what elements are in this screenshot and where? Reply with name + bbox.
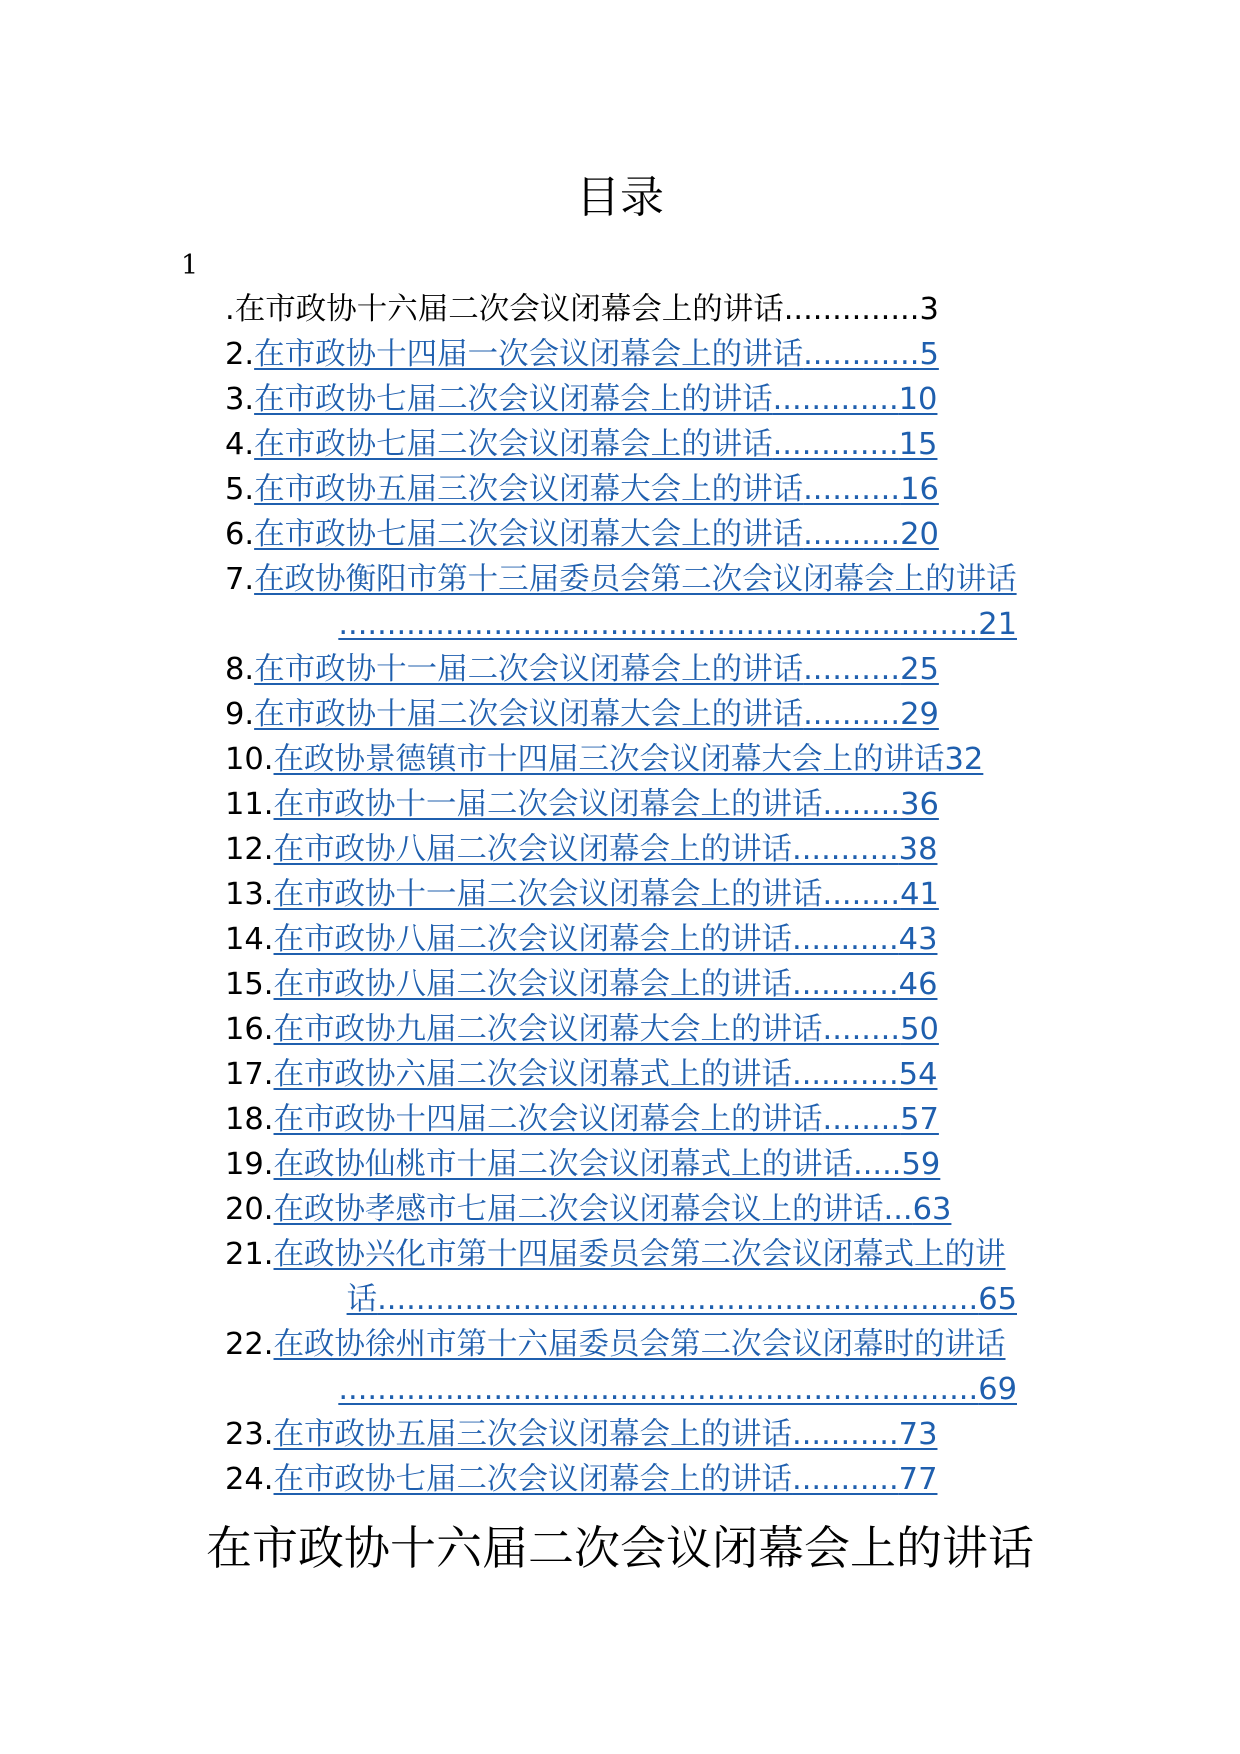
toc-entry-link[interactable]: [274, 832, 938, 867]
toc-entry-leader-dots: ...........: [792, 967, 899, 1002]
toc-entry-page-number: 16: [900, 472, 939, 507]
toc-entry-leader-dots: ..........: [803, 652, 901, 687]
toc-entry-title: 在政协衡阳市第十三届委员会第二次会议闭幕会上的讲话: [254, 562, 1017, 597]
toc-entry: [160, 1142, 1086, 1187]
toc-entry-page-number: 15: [898, 427, 938, 462]
toc-entry-number: 22.: [225, 1327, 274, 1362]
toc-entry-link[interactable]: [274, 1012, 939, 1047]
toc-entry-title: 在政协孝感市七届二次会议闭幕会议上的讲话: [273, 1192, 884, 1227]
toc-entry-page-number: 46: [898, 967, 938, 1002]
toc-entry-link-continuation[interactable]: [160, 1367, 1017, 1412]
toc-entry-title: 在市政协十六届二次会议闭幕会上的讲话: [234, 292, 784, 327]
toc-entry-page-number: 3: [919, 292, 939, 327]
toc-entry-link[interactable]: [274, 1462, 938, 1497]
toc-entry: [160, 1232, 1086, 1322]
toc-entry-title: 在市政协九届二次会议闭幕大会上的讲话: [273, 1012, 823, 1047]
toc-entry-page-number: 5: [919, 337, 939, 372]
toc-entry-link[interactable]: [274, 742, 984, 777]
toc-entry-link[interactable]: [254, 472, 939, 507]
toc-entry-leader-dots: ............: [803, 337, 920, 372]
toc-entry-page-number: 41: [900, 877, 939, 912]
toc-entry: [160, 422, 1086, 467]
toc-entry-number: 23.: [225, 1417, 274, 1452]
toc-entry-page-number: 10: [898, 382, 938, 417]
toc-entry: [160, 557, 1086, 647]
toc-entry-link[interactable]: [274, 1327, 1006, 1362]
toc-entry: [160, 332, 1086, 377]
toc-entry-leader-dots: ..........: [803, 517, 901, 552]
toc-entry-page-number: 63: [912, 1192, 952, 1227]
toc-entry: [160, 647, 1086, 692]
toc-entry-number: 18.: [225, 1102, 274, 1137]
toc-entry-page-number: 57: [900, 1102, 939, 1137]
toc-entry: [160, 827, 1086, 872]
toc-entry-leader-dots: ..................................................................: [338, 1372, 979, 1407]
toc-entry-leader-dots: ...: [883, 1192, 913, 1227]
toc-entry-leader-dots: ..............: [783, 292, 920, 327]
toc-entry: [160, 1457, 1086, 1502]
toc-entry-number: 20.: [225, 1192, 274, 1227]
toc-entry-number: 14.: [225, 922, 274, 957]
toc-entry-number: 21.: [225, 1237, 274, 1272]
toc-entry-page-number: 69: [978, 1372, 1017, 1407]
toc-entry: [160, 1412, 1086, 1457]
toc-entry-link[interactable]: [274, 877, 939, 912]
section-heading: 在市政协十六届二次会议闭幕会上的讲话: [206, 1521, 1034, 1575]
toc-entry: [160, 377, 1086, 422]
toc-entry-link-continuation[interactable]: [160, 602, 1017, 647]
toc-entry-number: 13.: [225, 877, 274, 912]
toc-entry-number: 15.: [225, 967, 274, 1002]
toc-entry-number: 6.: [225, 517, 255, 552]
toc-entry-number: 9.: [225, 697, 255, 732]
toc-entry-link[interactable]: [274, 1417, 938, 1452]
toc-entry-page-number: 29: [900, 697, 939, 732]
toc-entry-page-number: 38: [898, 832, 938, 867]
toc-entry-link-continuation[interactable]: [160, 1277, 1017, 1322]
toc-entry-leader-dots: ..............................................................: [377, 1282, 979, 1317]
toc-entry-leader-dots: ........: [822, 1102, 901, 1137]
toc-entry-page-number: 25: [900, 652, 939, 687]
toc-entry: [160, 872, 1086, 917]
toc-entry-number: 12.: [225, 832, 274, 867]
toc-entry-leader-dots: ..........: [803, 697, 901, 732]
toc-entry-link[interactable]: [274, 922, 938, 957]
toc-entry-title: 在市政协十四届二次会议闭幕会上的讲话: [273, 1102, 823, 1137]
toc-entry-leader-dots: ..........: [803, 472, 901, 507]
toc-entry: [160, 287, 1086, 332]
toc-entry-number: 17.: [225, 1057, 274, 1092]
toc-entry-leader-dots: ........: [822, 787, 901, 822]
toc-entry: [160, 692, 1086, 737]
toc-entry-link[interactable]: [274, 1147, 941, 1182]
toc-entry-leader-dots: ...........: [792, 1057, 899, 1092]
toc-entry-title: 在政协景德镇市十四届三次会议闭幕大会上的讲话: [273, 742, 945, 777]
toc-entry-link[interactable]: [254, 517, 939, 552]
toc-entry-title: 在市政协五届三次会议闭幕会上的讲话: [273, 1417, 793, 1452]
toc-entry-title: 在市政协七届二次会议闭幕会上的讲话: [254, 427, 773, 462]
toc-entry-number: 24.: [225, 1462, 274, 1497]
toc-entry: [160, 737, 1086, 782]
toc-entry: [160, 1007, 1086, 1052]
toc-entry-title: 在市政协十一届二次会议闭幕会上的讲话: [273, 787, 823, 822]
toc-entry-number: 3.: [225, 382, 255, 417]
toc-entry-page-number: 50: [900, 1012, 939, 1047]
toc-entry-title: 在市政协五届三次会议闭幕大会上的讲话: [254, 472, 804, 507]
toc-entry-title: 在市政协七届二次会议闭幕会上的讲话: [273, 1462, 793, 1497]
toc-entry-title: 在市政协八届二次会议闭幕会上的讲话: [273, 922, 793, 957]
toc-entry-title: 在市政协十一届二次会议闭幕会上的讲话: [254, 652, 804, 687]
toc-entry-leader-dots: ...........: [792, 922, 899, 957]
toc-entry: [160, 1052, 1086, 1097]
toc-entry: [160, 512, 1086, 557]
toc-entry-link[interactable]: [254, 697, 939, 732]
toc-entry-title: 在市政协八届二次会议闭幕会上的讲话: [273, 967, 793, 1002]
toc-entry-page-number: 20: [900, 517, 939, 552]
toc-entry-page-number: 73: [898, 1417, 938, 1452]
toc-entry-page-number: 32: [944, 742, 984, 777]
toc-title: 目录: [576, 172, 664, 223]
toc-entry-leader-dots: ...........: [792, 1462, 899, 1497]
toc-entry-link[interactable]: [254, 562, 1017, 597]
toc-entry-page-number: 77: [898, 1462, 938, 1497]
toc-entry-title: 在市政协十一届二次会议闭幕会上的讲话: [273, 877, 823, 912]
toc-entry-title: 在政协兴化市第十四届委员会第二次会议闭幕式上的讲: [273, 1237, 1006, 1272]
table-of-contents: [160, 287, 1086, 1502]
toc-entry-title: 在市政协七届二次会议闭幕会上的讲话: [254, 382, 773, 417]
toc-entry-leader-dots: ........: [822, 877, 901, 912]
toc-entry-title: 在市政协六届二次会议闭幕式上的讲话: [273, 1057, 793, 1092]
toc-entry-link[interactable]: [254, 652, 939, 687]
toc-entry-number: 7.: [225, 562, 255, 597]
toc-entry-leader-dots: ...........: [792, 1417, 899, 1452]
toc-entry-title: 在政协徐州市第十六届委员会第二次会议闭幕时的讲话: [273, 1327, 1006, 1362]
toc-entry-leader-dots: .....: [853, 1147, 902, 1182]
toc-entry-link[interactable]: [274, 787, 939, 822]
toc-entry-link[interactable]: [254, 427, 937, 462]
toc-entry-title: 在市政协十四届一次会议闭幕会上的讲话: [254, 337, 804, 372]
toc-entry-link[interactable]: [274, 1237, 1006, 1272]
toc-entry-link[interactable]: [235, 292, 939, 327]
toc-entry: [160, 917, 1086, 962]
toc-entry-title: 在政协仙桃市十届二次会议闭幕式上的讲话: [273, 1147, 854, 1182]
toc-entry-number: 10.: [225, 742, 274, 777]
toc-entry-page-number: 65: [978, 1282, 1017, 1317]
toc-entry-page-number: 54: [898, 1057, 938, 1092]
toc-entry-title: 在市政协十届二次会议闭幕大会上的讲话: [254, 697, 804, 732]
toc-entry-link[interactable]: [274, 1192, 952, 1227]
toc-entry-link[interactable]: [274, 1057, 938, 1092]
toc-entry-page-number: 59: [901, 1147, 941, 1182]
toc-entry-page-number: 43: [898, 922, 938, 957]
toc-entry-number: 16.: [225, 1012, 274, 1047]
toc-entry-number: 19.: [225, 1147, 274, 1182]
toc-entry: [160, 1187, 1086, 1232]
toc-entry-title-continuation: 话: [346, 1282, 378, 1317]
stray-page-number: 1: [181, 250, 199, 281]
toc-entry: [160, 1322, 1086, 1412]
toc-entry-page-number: 21: [978, 607, 1017, 642]
toc-entry-leader-dots: ..................................................................: [338, 607, 979, 642]
toc-entry-number: 8.: [225, 652, 255, 687]
toc-entry-number: 11.: [225, 787, 274, 822]
toc-entry-link[interactable]: [254, 337, 939, 372]
toc-entry-leader-dots: ...........: [792, 832, 899, 867]
toc-entry-number: 4.: [225, 427, 255, 462]
toc-entry-title: 在市政协七届二次会议闭幕大会上的讲话: [254, 517, 804, 552]
toc-entry-title: 在市政协八届二次会议闭幕会上的讲话: [273, 832, 793, 867]
toc-entry: [160, 467, 1086, 512]
toc-entry: [160, 782, 1086, 827]
toc-entry-link[interactable]: [254, 382, 937, 417]
toc-entry-number: .: [225, 292, 235, 327]
toc-entry-number: 2.: [225, 337, 255, 372]
toc-entry-leader-dots: ........: [822, 1012, 901, 1047]
toc-entry-number: 5.: [225, 472, 255, 507]
toc-entry: [160, 1097, 1086, 1142]
toc-entry-link[interactable]: [274, 1102, 939, 1137]
toc-entry: [160, 962, 1086, 1007]
toc-entry-leader-dots: .............: [772, 427, 899, 462]
toc-entry-link[interactable]: [274, 967, 938, 1002]
toc-entry-leader-dots: .............: [772, 382, 899, 417]
toc-entry-page-number: 36: [900, 787, 939, 822]
